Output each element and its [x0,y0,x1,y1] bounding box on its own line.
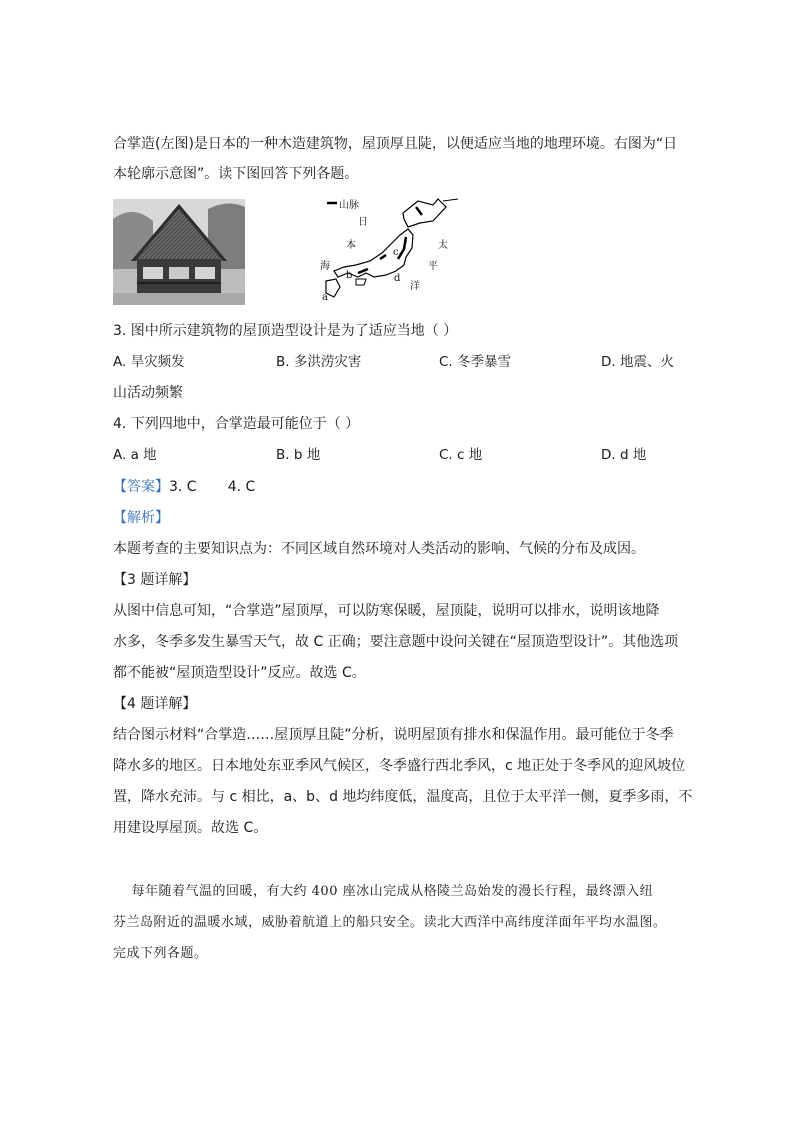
q3-option-a: A. 旱灾频发 [113,354,185,370]
q4-detail-line-3: 置，降水充沛。与 c 相比，a、b、d 地均纬度低，温度高，且位于太平洋一侧，夏季多雨，不 [113,789,693,805]
map-label-yang: 洋 [410,281,420,292]
q4-detail-line-1: 结合图示材料“合掌造……屋顶厚且陡”分析，说明屋顶有排水和保温作用。最可能位于冬季 [113,727,674,743]
q3-detail-line-2: 水多，冬季多发生暴雪天气，故 C 正确；要注意题中设问关键在“屋顶造型设计”。其他选项 [113,634,679,650]
q3-stem: 3. 图中所示建筑物的屋顶造型设计是为了适应当地（ ） [113,323,458,339]
q3-option-b: B. 多洪涝灾害 [276,354,362,370]
q4-option-a: A. a 地 [113,447,157,463]
q4-detail-line-2: 降水多的地区。日本地处东亚季风气候区，冬季盛行西北季风，c 地正处于冬季风的迎风坡位 [113,758,686,774]
q3-detail-line-3: 都不能被“屋顶造型设计”反应。故选 C。 [113,665,366,681]
analysis-summary: 本题考查的主要知识点为：不同区域自然环境对人类活动的影响、气候的分布及成因。 [113,541,645,557]
q3-option-c: C. 冬季暴雪 [439,354,512,370]
next-material-line-1: 每年随着气温的回暖，有大约 400 座冰山完成从格陵兰岛始发的漫长行程，最终漂入纽 [113,884,654,899]
map-point-c: c [393,247,399,258]
japan-outline-map [308,193,468,308]
answer-row [113,477,255,497]
map-label-tai: 太 [438,240,448,251]
gassho-house-photo [113,199,245,305]
map-point-b: b [346,270,353,281]
q4-stem: 4. 下列四地中，合掌造最可能位于（ ） [113,416,360,432]
intro-line-2: 本轮廓示意图”。读下图回答下列各题。 [113,166,359,182]
q3-option-d-continued: 山活动频繁 [113,385,183,401]
answer-text: 3. C 4. C [169,479,256,495]
map-legend-label: 山脉 [339,200,359,211]
map-label-hai: 海 [320,261,330,272]
q4-detail-line-4: 用建设厚屋顶。故选 C。 [113,820,268,836]
q4-option-c: C. c 地 [439,447,483,463]
map-label-ping: 平 [428,261,438,272]
intro-line-1: 合掌造(左图)是日本的一种木造建筑物，屋顶厚且陡，以便适应当地的地理环境。右图为“日 [113,136,678,152]
q3-detail-title: 【3 题详解】 [113,572,197,588]
q3-option-d: D. 地震、火 [601,354,674,370]
analysis-label: 【解析】 [113,510,169,526]
q4-detail-title: 【4 题详解】 [113,696,197,712]
q4-option-d: D. d 地 [601,447,647,463]
map-label-ben: 本 [346,240,356,251]
q3-detail-line-1: 从图中信息可知，“合掌造”屋顶厚，可以防寒保暖，屋顶陡，说明可以排水，说明该地降 [113,603,660,619]
map-point-a: a [322,292,328,303]
next-material-line-3: 完成下列各题。 [113,946,208,961]
answer-label: 【答案】 [113,479,169,495]
next-material-line-2: 芬兰岛附近的温暖水域，威胁着航道上的船只安全。读北大西洋中高纬度洋面年平均水温图。 [113,915,667,930]
q4-option-b: B. b 地 [276,447,321,463]
map-label-ri: 日 [358,217,368,228]
map-point-d: d [394,273,401,284]
